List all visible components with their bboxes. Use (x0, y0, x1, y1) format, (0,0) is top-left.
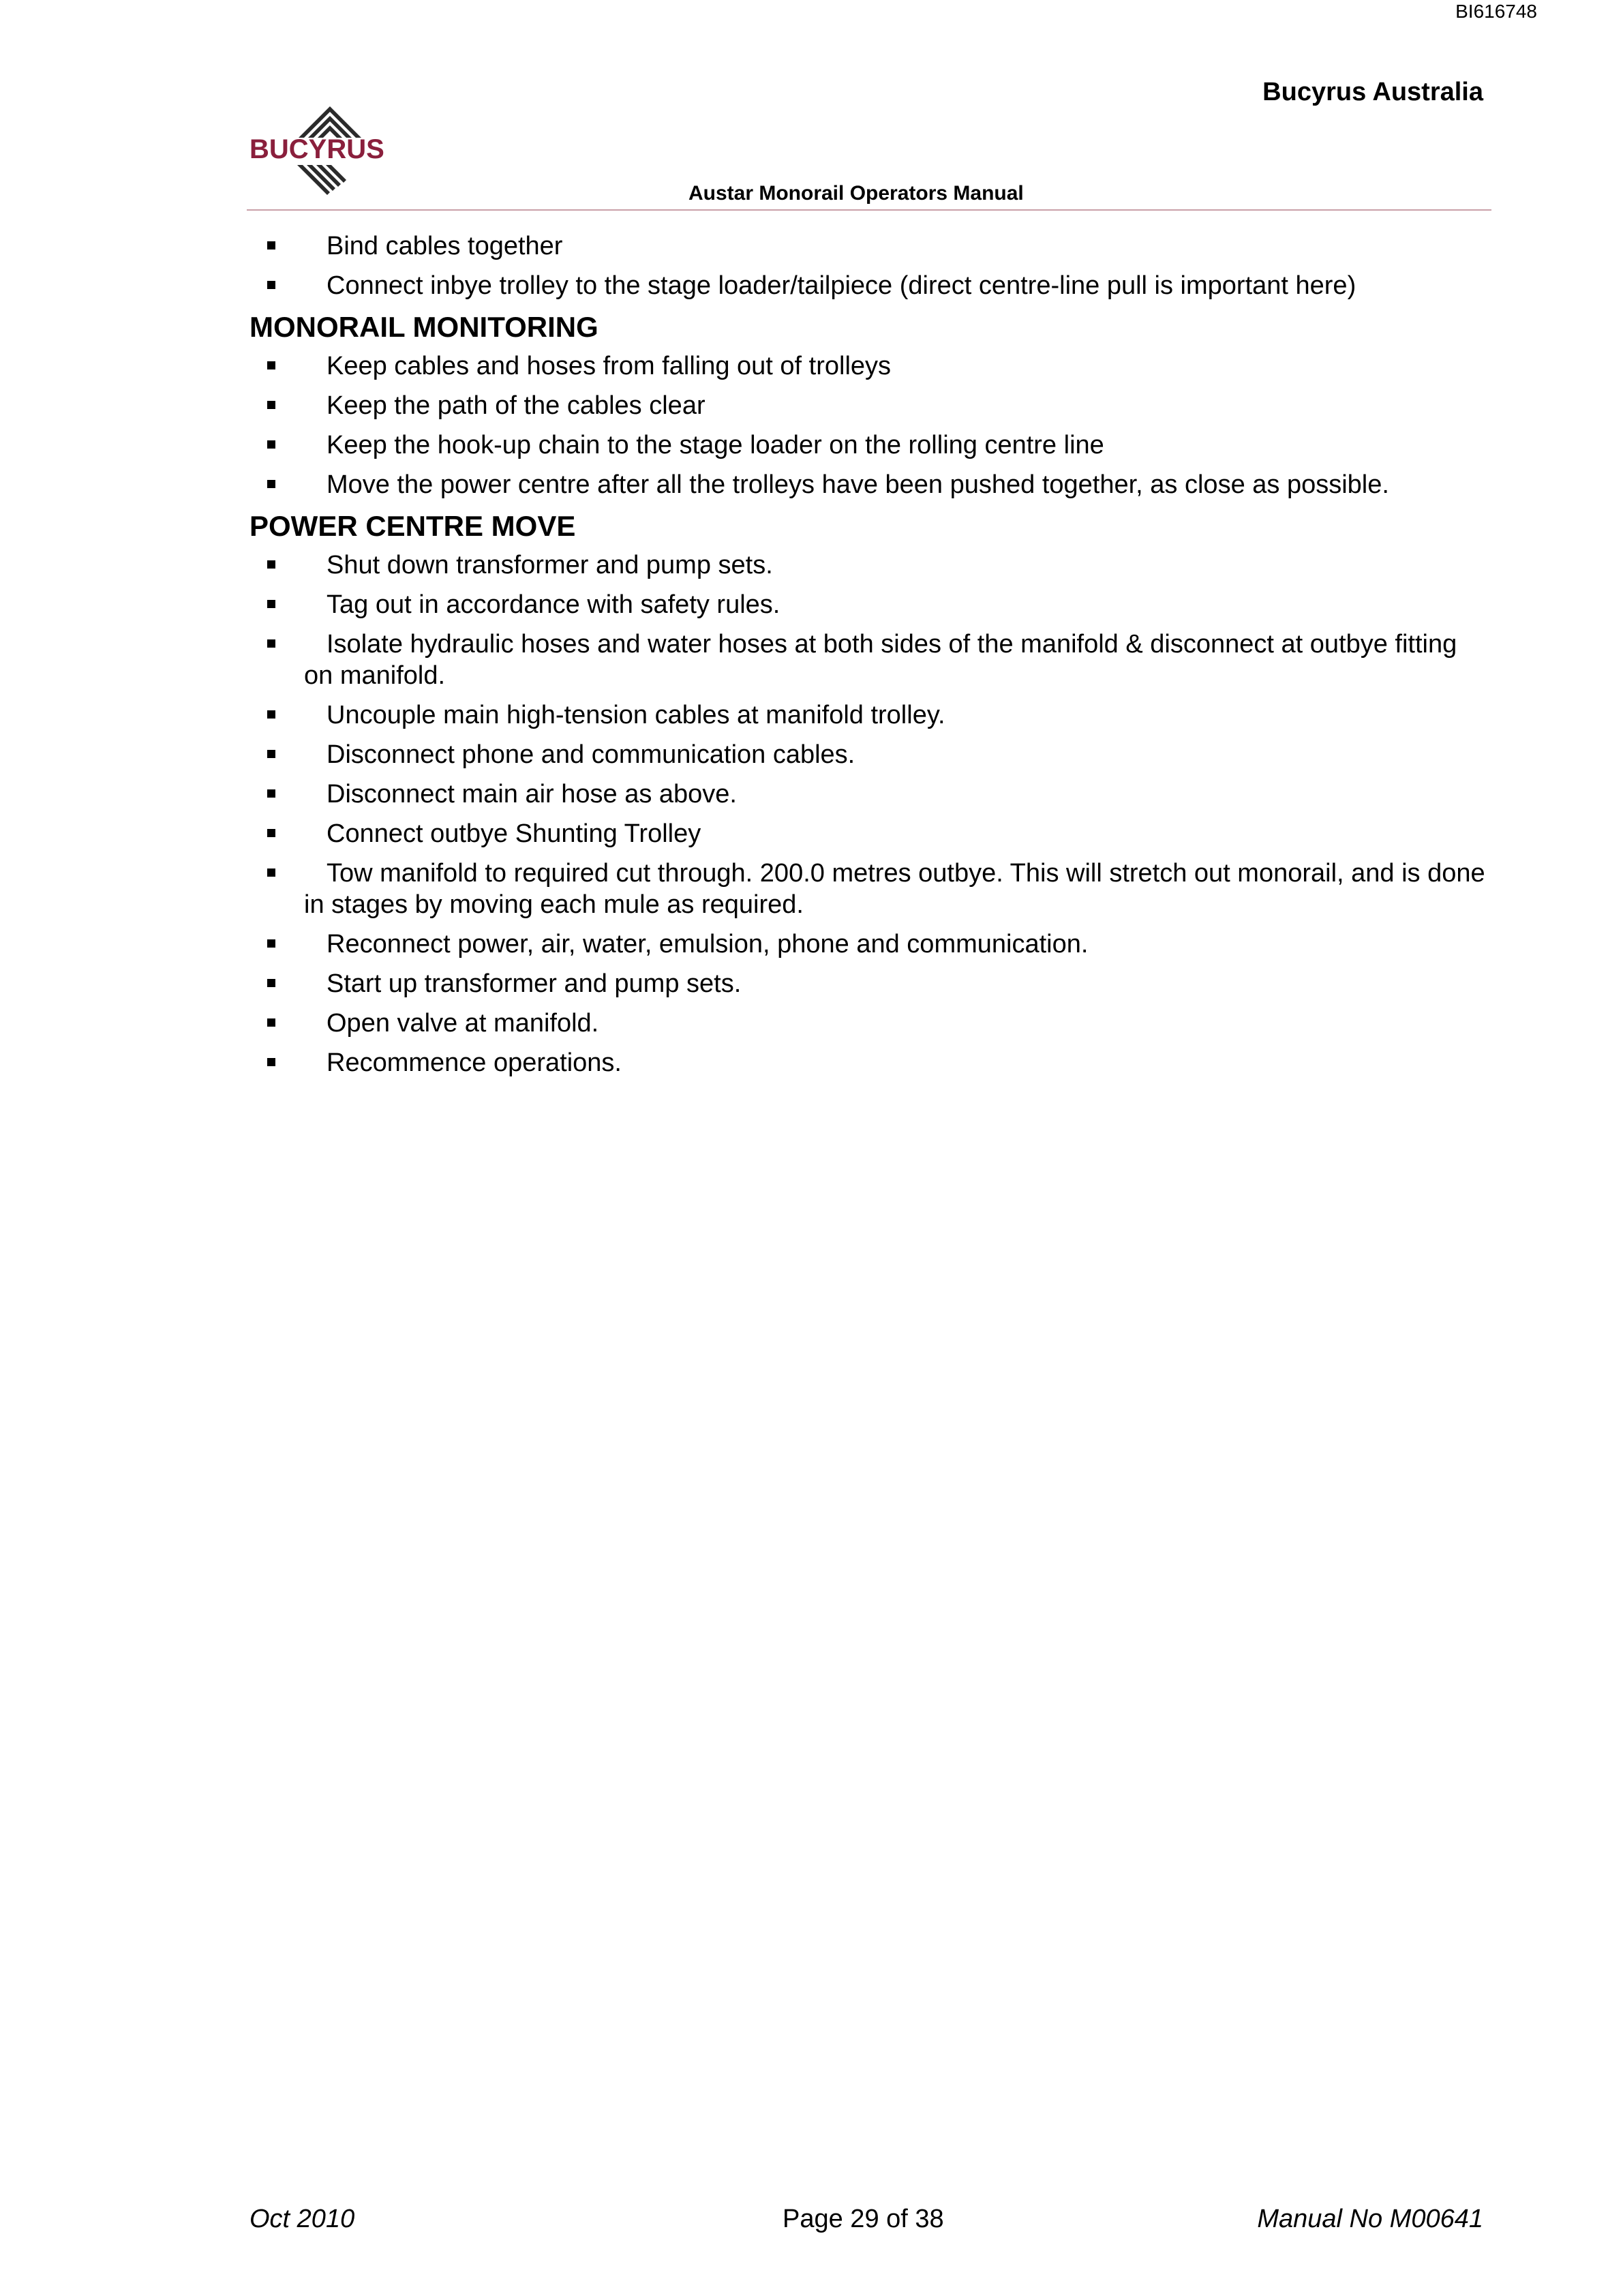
list-item: Tag out in accordance with safety rules. (249, 589, 1491, 620)
bullet-icon (267, 440, 275, 449)
list-item: Connect outbye Shunting Trolley (249, 818, 1491, 849)
document-id: BI616748 (1455, 1, 1537, 22)
list-item: Bind cables together (249, 230, 1491, 262)
list-item: Isolate hydraulic hoses and water hoses at both sides of the manifold & disconnect at outbye fitting on manifold. (249, 629, 1491, 691)
bullet-icon (267, 281, 275, 289)
bullet-icon (267, 401, 275, 409)
list-item: Move the power centre after all the trolleys have been pushed together, as close as possible. (249, 469, 1491, 500)
document-body (249, 230, 1491, 1087)
footer-manual-number: Manual No M00641 (1257, 2205, 1483, 2233)
list-item: Disconnect main air hose as above. (249, 779, 1491, 810)
bullet-icon (267, 868, 275, 877)
list-item: Start up transformer and pump sets. (249, 968, 1491, 999)
bullet-icon (267, 1018, 275, 1027)
list-item: Open valve at manifold. (249, 1008, 1491, 1039)
list-item: Shut down transformer and pump sets. (249, 549, 1491, 581)
header-divider (247, 209, 1491, 211)
bucyrus-logo (247, 104, 399, 206)
bullet-icon (267, 710, 275, 719)
list-item: Uncouple main high-tension cables at manifold trolley. (249, 699, 1491, 731)
bullet-icon (267, 639, 275, 648)
bullet-icon (267, 560, 275, 569)
bullet-icon (267, 361, 275, 369)
bullet-icon (267, 241, 275, 250)
list-item: Tow manifold to required cut through. 200.0 metres outbye. This will stretch out monorail, and is done in stages by moving each mule as required. (249, 858, 1491, 920)
list-item: Reconnect power, air, water, emulsion, phone and communication. (249, 928, 1491, 960)
section-heading-power-centre-move: POWER CENTRE MOVE (249, 510, 576, 542)
list-item: Keep the hook-up chain to the stage loader on the rolling centre line (249, 429, 1491, 461)
logo-wordmark: BUCYRUS (249, 134, 384, 164)
footer-page-number: Page 29 of 38 (783, 2205, 944, 2233)
list-item: Disconnect phone and communication cables. (249, 739, 1491, 770)
bullet-icon (267, 939, 275, 948)
power-centre-move-list (249, 549, 1491, 1078)
intro-list (249, 230, 1491, 301)
list-item: Recommence operations. (249, 1047, 1491, 1078)
bullet-icon (267, 600, 275, 608)
list-item: Connect inbye trolley to the stage loader/tailpiece (direct centre-line pull is important here) (249, 270, 1491, 301)
monorail-monitoring-list (249, 350, 1491, 500)
logo-peak-icon (299, 106, 361, 138)
bullet-icon (267, 829, 275, 837)
manual-title: Austar Monorail Operators Manual (688, 182, 1024, 205)
bullet-icon (267, 789, 275, 798)
bullet-icon (267, 480, 275, 488)
bullet-icon (267, 1058, 275, 1066)
company-name: Bucyrus Australia (1262, 78, 1483, 106)
bullet-icon (267, 750, 275, 758)
logo-chevron-icon (297, 165, 346, 195)
list-item: Keep cables and hoses from falling out of trolleys (249, 350, 1491, 382)
bullet-icon (267, 979, 275, 987)
section-heading-monorail-monitoring: MONORAIL MONITORING (249, 311, 598, 343)
footer-date: Oct 2010 (249, 2205, 355, 2233)
list-item: Keep the path of the cables clear (249, 390, 1491, 421)
